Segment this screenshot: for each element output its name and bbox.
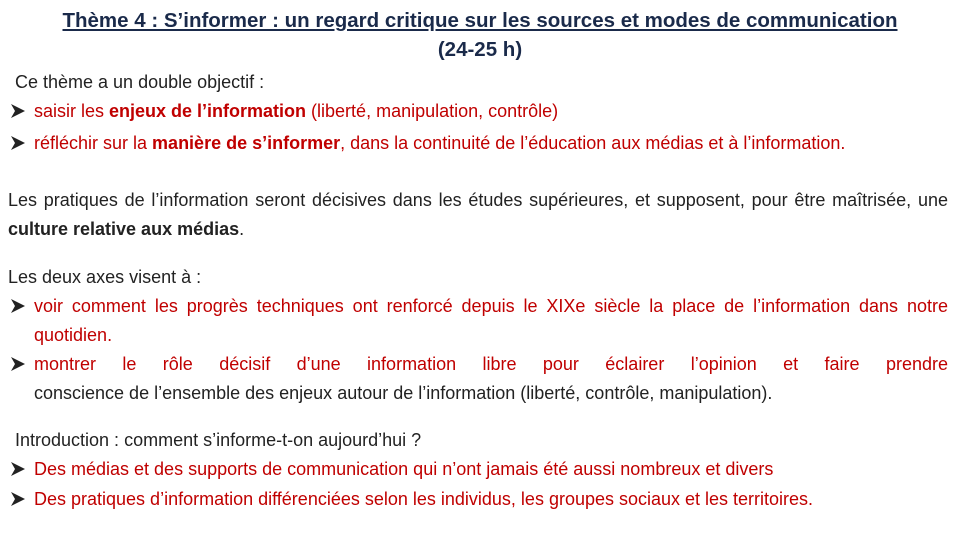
objective-bullet-2-post: , dans la continuité de l’éducation aux médias et à l’information. bbox=[340, 133, 846, 153]
objective-intro: Ce thème a un double objectif : bbox=[15, 72, 265, 92]
objective-bullet-1-bold: enjeux de l’information bbox=[109, 101, 307, 121]
arrowhead-bullet-icon bbox=[10, 350, 32, 372]
objective-bullet-1-pre: saisir les bbox=[34, 101, 110, 121]
title-suffix: (24-25 h) bbox=[437, 38, 523, 61]
objective-bullet-1-post: (liberté, manipulation, contrôle) bbox=[306, 101, 559, 121]
practices-pre: Les pratiques de l’information seront décisives dans les études supérieures, et supposent, pour être maîtrisée, une bbox=[8, 190, 948, 210]
axes-intro: Les deux axes visent à : bbox=[8, 267, 202, 287]
arrowhead-bullet-icon bbox=[10, 292, 32, 314]
slide-title bbox=[60, 6, 900, 64]
axis-bullet-2-dark: conscience de l’ensemble des enjeux autour de l’information (liberté, contrôle, manipulation). bbox=[34, 382, 773, 403]
objective-bullet-1 bbox=[8, 97, 948, 126]
arrowhead-bullet-icon bbox=[10, 485, 32, 507]
intro-bullet-2-text: Des pratiques d’information différenciées selon les individus, les groupes sociaux et les territoires. bbox=[34, 489, 814, 509]
objective-bullet-2-bold: manière de s’informer bbox=[152, 133, 341, 153]
practices-paragraph bbox=[8, 186, 948, 243]
arrowhead-bullet-icon bbox=[10, 455, 32, 477]
introduction-heading: Introduction : comment s’informe-t-on aujourd’hui ? bbox=[15, 430, 422, 450]
practices-bold: culture relative aux médias bbox=[8, 218, 240, 239]
axis-bullet-1-text: voir comment les progrès techniques ont renforcé depuis le XIXe siècle la place de l’information dans notre quotidien. bbox=[34, 296, 948, 345]
title-main: Thème 4 : S’informer : un regard critique sur les sources et modes de communication bbox=[62, 9, 898, 32]
intro-bullet-1-text: Des médias et des supports de communication qui n’ont jamais été aussi nombreux et divers bbox=[34, 459, 774, 479]
objective-bullet-2-pre: réfléchir sur la bbox=[34, 133, 153, 153]
objective-bullet-2 bbox=[8, 129, 948, 158]
arrowhead-bullet-icon bbox=[10, 129, 32, 151]
axis-bullet-2 bbox=[8, 350, 948, 407]
intro-bullet-2 bbox=[8, 485, 948, 514]
axis-bullet-1 bbox=[8, 292, 948, 349]
practices-post: . bbox=[239, 218, 245, 239]
arrowhead-bullet-icon bbox=[10, 97, 32, 119]
axis-bullet-2-red: montrer le rôle décisif d’une information libre pour éclairer l’opinion et faire prendre bbox=[34, 354, 948, 374]
intro-bullet-1 bbox=[8, 455, 948, 484]
